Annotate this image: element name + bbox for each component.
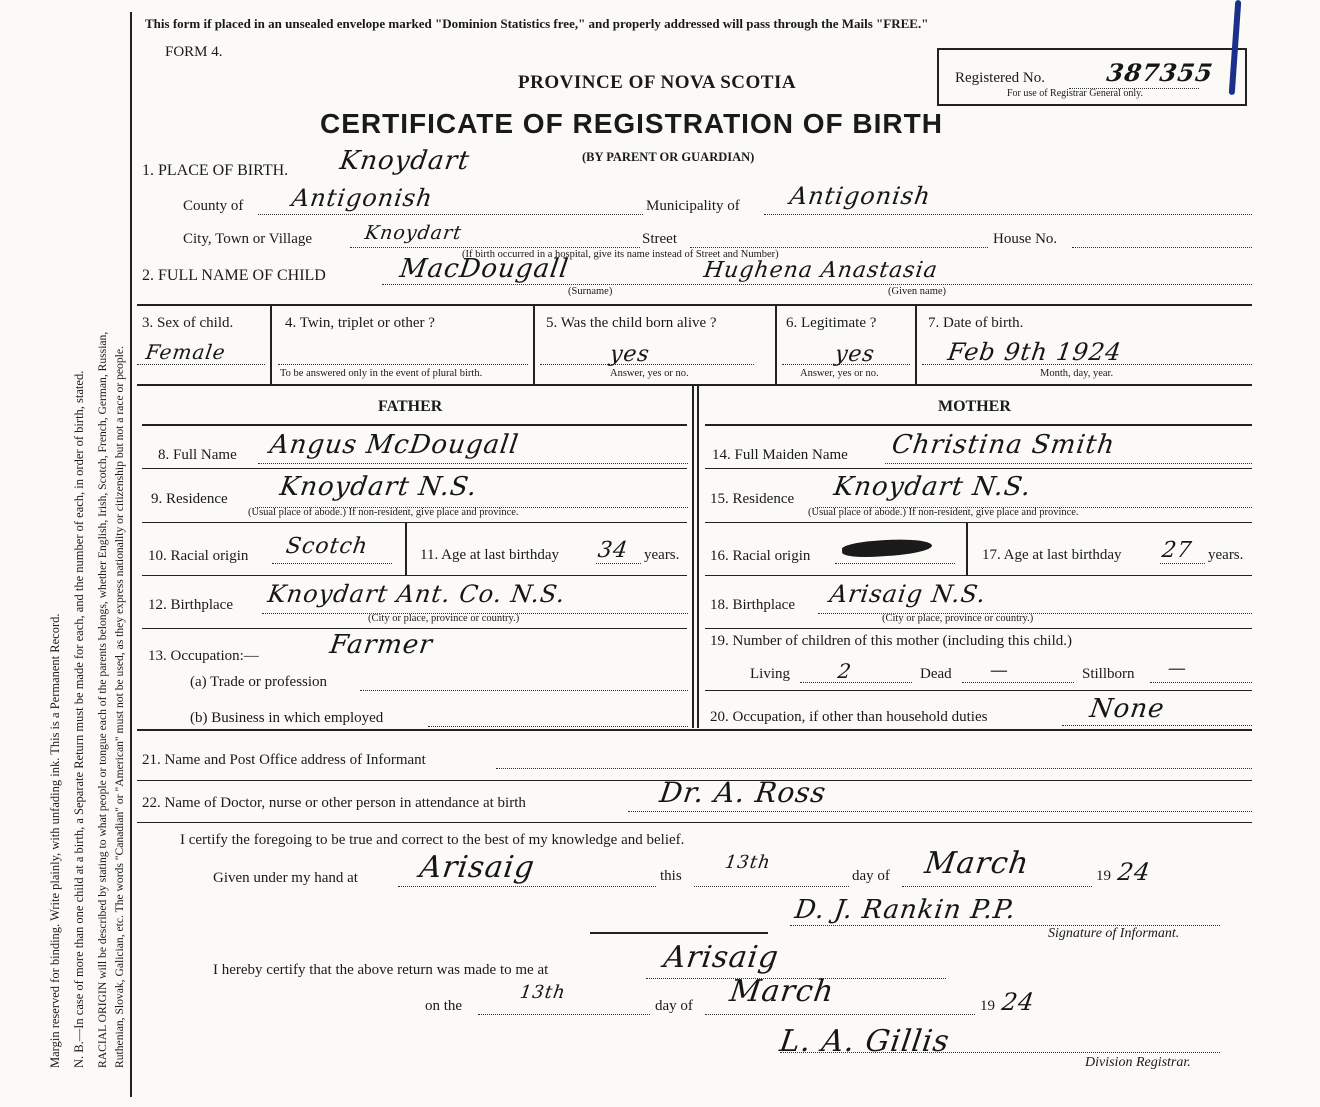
informant-line	[496, 768, 1252, 769]
return-year-prefix: 19	[980, 998, 995, 1014]
rule-f12	[142, 628, 687, 629]
margin-note-multiple-births: N. B.—In case of more than one child at a birth, a Separate Return must be made for each, and the number of each, in order of birth, stated.	[72, 370, 86, 1068]
rule-f10	[142, 575, 687, 576]
mother-residence-note: (Usual place of abode.) If non-resident, give place and province.	[808, 507, 1079, 518]
row3-divider-1	[270, 306, 272, 384]
mother-name-label: 14. Full Maiden Name	[712, 447, 848, 463]
living-value: 2	[836, 659, 854, 683]
mother-race-redacted	[842, 537, 933, 559]
rule-f9	[142, 522, 687, 523]
province-title: PROVINCE OF NOVA SCOTIA	[518, 72, 797, 93]
day-value: 13th	[723, 852, 773, 873]
form-left-border	[130, 12, 132, 1097]
business-label: (b) Business in which employed	[190, 710, 384, 726]
margin-note-racial-origin-cont: Ruthenian, Slovak, Galician, etc. The words "Canadian" or "American" must not be used, as they express nationality or citizenship but not a race or people.	[113, 346, 126, 1068]
given-place-line	[398, 886, 656, 887]
informant-sig-line	[590, 932, 768, 934]
mother-name-value: Christina Smith	[889, 430, 1118, 460]
dead-value: —	[988, 660, 1011, 681]
center-divider	[692, 386, 694, 728]
father-age-unit: years.	[644, 547, 680, 563]
father-age-value: 34	[596, 538, 630, 563]
certify-statement: I certify the foregoing to be true and correct to the best of my knowledge and belief.	[180, 832, 685, 848]
registrar-sig-dots	[780, 1052, 1220, 1053]
subtitle: (BY PARENT OR GUARDIAN)	[582, 150, 755, 164]
mother-age-value: 27	[1160, 538, 1194, 563]
dob-value: Feb 9th 1924	[946, 338, 1124, 366]
informant-caption: Signature of Informant.	[1048, 926, 1180, 941]
rule-after-child	[137, 304, 1252, 306]
trade-line	[360, 690, 688, 691]
sex-line	[137, 364, 265, 365]
alive-note: Answer, yes or no.	[610, 368, 689, 379]
place-of-birth-value: Knoydart	[337, 146, 472, 176]
father-heading: FATHER	[378, 398, 443, 415]
dead-label: Dead	[920, 666, 952, 682]
father-birthplace-value: Knoydart Ant. Co. N.S.	[266, 580, 568, 608]
year-prefix: 19	[1096, 868, 1111, 884]
return-month-value: March	[727, 974, 837, 1009]
on-the-label: on the	[425, 998, 463, 1014]
doctor-label: 22. Name of Doctor, nurse or other person in attendance at birth	[142, 795, 526, 811]
father-name-value: Angus McDougall	[267, 430, 521, 460]
this-label: this	[660, 868, 682, 884]
county-value: Antigonish	[290, 184, 435, 212]
row3-divider-4	[915, 306, 917, 384]
father-age-line	[596, 563, 641, 564]
mother-occupation-label: 20. Occupation, if other than household duties	[710, 709, 988, 725]
municipality-label: Municipality of	[646, 198, 740, 214]
child-given-name: Hughena Anastasia	[702, 258, 940, 283]
business-line	[428, 726, 688, 727]
house-label: House No.	[993, 231, 1058, 247]
mother-birthplace-value: Arisaig N.S.	[828, 580, 989, 608]
street-label: Street	[642, 231, 677, 247]
child-name-line	[382, 284, 1252, 285]
return-month-line	[705, 1014, 975, 1015]
father-birthplace-note: (City or place, province or country.)	[368, 613, 520, 624]
alive-value: yes	[608, 342, 652, 367]
municipality-line	[764, 214, 1252, 215]
f-race-divider	[405, 523, 407, 575]
twin-note: To be answered only in the event of plural birth.	[280, 368, 483, 379]
doctor-line	[628, 811, 1252, 812]
rule-after-row3	[137, 384, 1252, 386]
return-place-value: Arisaig	[661, 940, 782, 975]
mother-race-label: 16. Racial origin	[710, 548, 811, 564]
city-value: Knoydart	[363, 222, 464, 244]
given-under-label: Given under my hand at	[213, 870, 358, 886]
sex-value: Female	[144, 340, 228, 364]
alive-label: 5. Was the child born alive ?	[546, 315, 717, 331]
trade-label: (a) Trade or profession	[190, 674, 328, 690]
legitimate-label: 6. Legitimate ?	[786, 315, 877, 331]
child-name-label: 2. FULL NAME OF CHILD	[142, 267, 326, 284]
sex-label: 3. Sex of child.	[142, 315, 234, 331]
return-day-line	[478, 1014, 650, 1015]
rule-f8	[142, 468, 687, 469]
return-year-value: 24	[1000, 988, 1037, 1016]
legitimate-note: Answer, yes or no.	[800, 368, 879, 379]
registrar-note: For use of Registrar General only.	[1007, 88, 1143, 99]
city-line	[350, 247, 640, 248]
given-place-value: Arisaig	[417, 850, 538, 885]
rule-m15	[705, 522, 1252, 523]
stillborn-line	[1150, 682, 1252, 683]
registered-label: Registered No.	[955, 70, 1045, 86]
street-line	[690, 247, 988, 248]
margin-note-binding: Margin reserved for binding. Write plainly, with unfading ink. This is a Permanent Record.	[48, 613, 62, 1068]
return-day-value: 13th	[518, 982, 568, 1003]
rule-m19	[705, 690, 1252, 691]
mother-residence-label: 15. Residence	[710, 491, 795, 507]
mother-race-line	[835, 563, 955, 564]
city-label: City, Town or Village	[183, 231, 313, 247]
month-line	[902, 886, 1092, 887]
center-divider-2	[697, 386, 699, 728]
informant-label: 21. Name and Post Office address of Informant	[142, 752, 426, 768]
day-line	[694, 886, 849, 887]
father-residence-value: Knoydart N.S.	[277, 472, 480, 502]
county-line	[258, 214, 643, 215]
father-residence-label: 9. Residence	[151, 491, 228, 507]
dob-note: Month, day, year.	[1040, 368, 1114, 379]
father-age-label: 11. Age at last birthday	[420, 547, 559, 563]
dead-line	[962, 682, 1074, 683]
hospital-note: (If birth occurred in a hospital, give its name instead of Street and Number)	[462, 249, 779, 260]
father-birthplace-label: 12. Birthplace	[148, 597, 233, 613]
legitimate-value: yes	[833, 342, 877, 367]
mother-age-label: 17. Age at last birthday	[982, 547, 1122, 563]
mother-name-line	[885, 463, 1252, 464]
year-value: 24	[1116, 858, 1153, 886]
living-label: Living	[750, 666, 790, 682]
rule-heading-f	[142, 424, 687, 426]
surname-note: (Surname)	[568, 286, 613, 297]
mother-birthplace-label: 18. Birthplace	[710, 597, 795, 613]
county-label: County of	[183, 198, 244, 214]
municipality-value: Antigonish	[788, 182, 933, 210]
mother-occupation-value: None	[1087, 694, 1167, 724]
father-race-value: Scotch	[284, 534, 370, 559]
mother-heading: MOTHER	[938, 398, 1011, 415]
return-label: I hereby certify that the above return was made to me at	[213, 962, 549, 978]
given-name-note: (Given name)	[888, 286, 947, 297]
stillborn-value: —	[1166, 658, 1189, 679]
house-line	[1072, 247, 1252, 248]
return-day-of-label: day of	[655, 998, 693, 1014]
father-name-line	[258, 463, 688, 464]
doctor-value: Dr. A. Ross	[657, 776, 829, 809]
registered-value: 387355	[1104, 58, 1216, 87]
father-occupation-label: 13. Occupation:—	[148, 648, 259, 664]
place-of-birth-label: 1. PLACE OF BIRTH.	[142, 162, 289, 179]
twin-line	[278, 364, 528, 365]
rule-after-parents	[137, 729, 1252, 731]
form-number: FORM 4.	[165, 44, 223, 60]
mother-age-line	[1160, 563, 1205, 564]
twin-label: 4. Twin, triplet or other ?	[285, 315, 435, 331]
row3-divider-3	[775, 306, 777, 384]
row3-divider-2	[533, 306, 535, 384]
mother-residence-value: Knoydart N.S.	[831, 472, 1034, 502]
child-surname: MacDougall	[397, 254, 571, 284]
m-race-divider	[966, 523, 968, 575]
informant-signature: D. J. Rankin P.P.	[792, 895, 1018, 925]
father-race-label: 10. Racial origin	[148, 548, 249, 564]
page-title: CERTIFICATE OF REGISTRATION OF BIRTH	[320, 108, 943, 139]
rule-heading-m	[705, 424, 1252, 426]
registrar-signature: L. A. Gillis	[777, 1024, 952, 1059]
dob-label: 7. Date of birth.	[928, 315, 1024, 331]
registered-box	[937, 48, 1247, 106]
rule-22	[137, 822, 1252, 823]
mail-note: This form if placed in an unsealed envelope marked "Dominion Statistics free," and properly addressed will pass through the Mails "FREE."	[145, 16, 929, 31]
children-count-label: 19. Number of children of this mother (including this child.)	[710, 633, 1073, 649]
month-value: March	[922, 846, 1032, 881]
margin-note-racial-origin: RACIAL ORIGIN will be described by stating to what people or tongue each of the parents belongs, whether English, Irish, Scotch, French, German, Russian,	[96, 331, 109, 1068]
mother-age-unit: years.	[1208, 547, 1244, 563]
rule-m18	[705, 628, 1252, 629]
father-residence-note: (Usual place of abode.) If non-resident, give place and province.	[248, 507, 519, 518]
mother-occ-line	[1062, 725, 1252, 726]
father-occupation-value: Farmer	[327, 630, 435, 660]
rule-m16	[705, 575, 1252, 576]
father-name-label: 8. Full Name	[158, 447, 237, 463]
stillborn-label: Stillborn	[1082, 666, 1135, 682]
father-race-line	[272, 563, 392, 564]
day-of-label: day of	[852, 868, 890, 884]
living-line	[800, 682, 912, 683]
registrar-caption: Division Registrar.	[1085, 1055, 1191, 1070]
rule-m14	[705, 468, 1252, 469]
mother-birthplace-note: (City or place, province or country.)	[882, 613, 1034, 624]
